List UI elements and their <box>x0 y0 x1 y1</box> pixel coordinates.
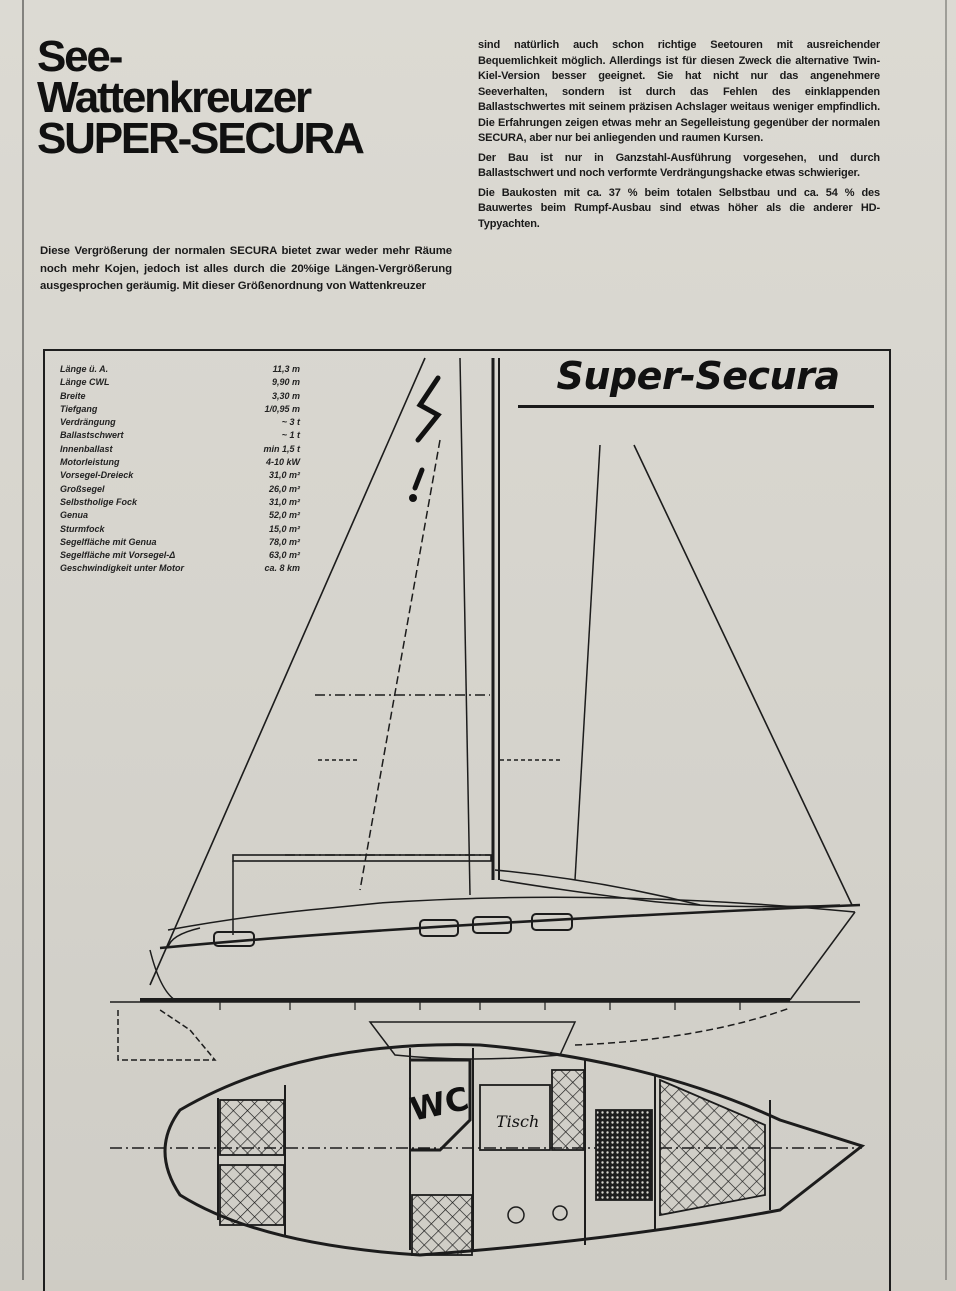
spec-row: Motorleistung 4-10 kW <box>60 457 300 468</box>
headline-line-2: Wattenkreuzer <box>37 73 310 122</box>
spec-row: Verdrängung ~ 3 t <box>60 417 300 428</box>
spec-row: Innenballast min 1,5 t <box>60 443 300 454</box>
spec-row: Sturmfock 15,0 m² <box>60 523 300 534</box>
spec-row: Vorsegel-Dreieck 31,0 m² <box>60 470 300 481</box>
logo-underline <box>518 405 874 408</box>
spec-table <box>60 363 300 576</box>
spec-row: Tiefgang 1/0,95 m <box>60 403 300 414</box>
spec-row: Segelfläche mit Vorsegel-Δ 63,0 m² <box>60 550 300 561</box>
column-paragraph-3: Die Baukosten mit ca. 37 % beim totalen Selbstbau und ca. 54 % des Bauwertes beim Rumpf-Ausbau sind etwas höher als die anderer HD-Typyachten. <box>478 186 880 230</box>
wc-annotation: WC <box>406 1079 473 1129</box>
column-paragraph-2: Der Bau ist nur in Ganzstahl-Ausführung vorgesehen, und durch Ballastschwert und noch verformte Verdrängungshacke etwas schwieriger. <box>478 151 880 179</box>
table-annotation: Tisch <box>496 1112 540 1131</box>
spec-row: Großsegel 26,0 m² <box>60 483 300 494</box>
column-paragraph-1: sind natürlich auch schon richtige Seetouren mit ausreichender Bequemlichkeit möglich. Allerdings ist für diesen Zweck die alternative Twin-Kiel-Version besser geeignet. Sie hat nicht nur das angenehmere Seeverhalten, sondern ist durch das Fehlen des einklappenden Ballastschwertes mit seinem präzisen Achslager weitaus weniger empfindlich. Die Erfahrungen zeigen etwas mehr an Segelleistung gegenüber der normalen SECURA, aber nur bei anliegenden und raumen Kursen. <box>478 39 880 144</box>
spec-row: Breite 3,30 m <box>60 390 300 401</box>
spec-row: Ballastschwert ~ 1 t <box>60 430 300 441</box>
spec-row: Selbstholige Fock 31,0 m² <box>60 496 300 507</box>
intro-paragraph: Diese Vergrößerung der normalen SECURA bietet zwar weder mehr Räume noch mehr Kojen, jedoch ist alles durch die 20%ige Längen-Vergrößerung ausgesprochen geräumig. Mit dieser Größenordnung von Wattenkreuzer <box>40 245 452 292</box>
headline-line-3: SUPER-SECURA <box>37 114 363 163</box>
spec-row: Segelfläche mit Genua 78,0 m² <box>60 536 300 547</box>
headline-line-1: See- <box>37 32 122 81</box>
model-logo: Super-Secura <box>556 354 840 398</box>
spec-row: Genua 52,0 m² <box>60 510 300 521</box>
spec-row: Länge ü. A. 11,3 m <box>60 364 300 374</box>
spec-row: Geschwindigkeit unter Motor ca. 8 km <box>60 563 300 574</box>
spec-row: Länge CWL 9,90 m <box>60 377 300 388</box>
